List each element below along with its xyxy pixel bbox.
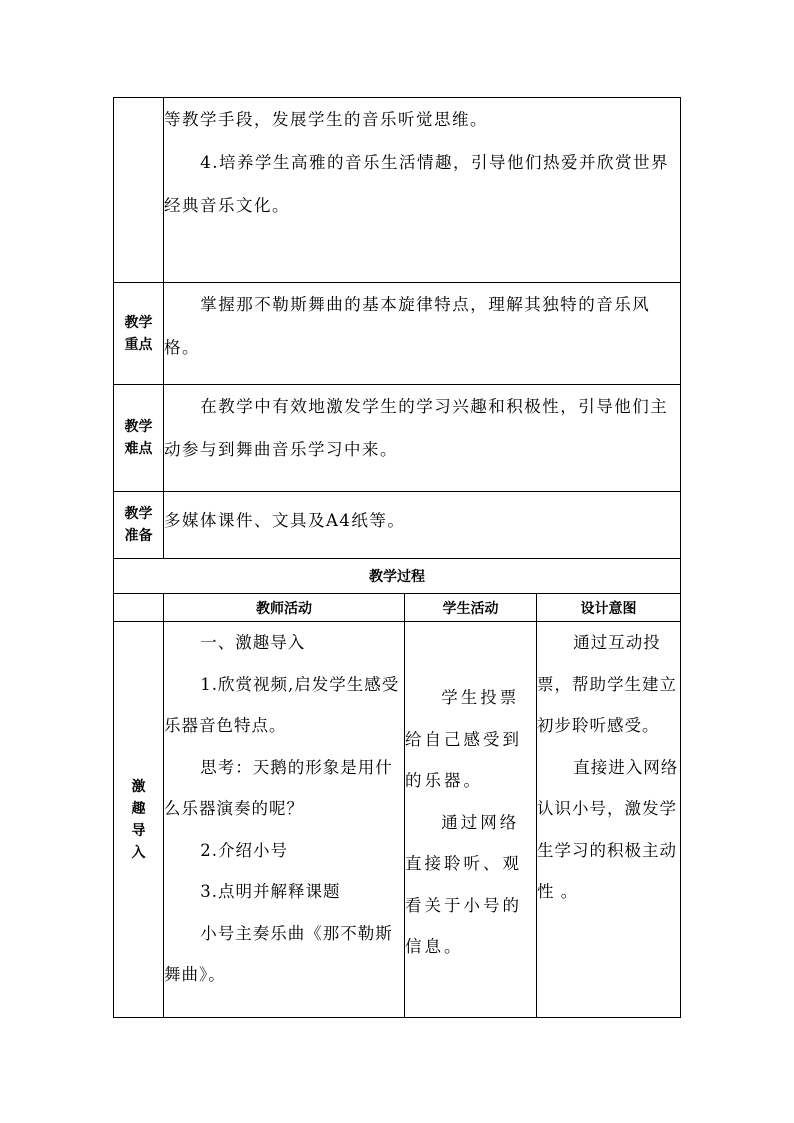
student-activity-header: 学生活动 <box>405 594 537 622</box>
preparation-content <box>164 492 681 559</box>
objectives-row <box>114 98 681 283</box>
teacher-step-1: 一、激趣导入 <box>200 633 306 652</box>
lesson-plan-table <box>113 97 681 1018</box>
difficulties-label-cell <box>114 385 164 492</box>
student-step-1: 学生投票给自己感受到的乐器。 <box>405 688 522 790</box>
teacher-step-2: 1.欣赏视频,启发学生感受乐器音色特点。 <box>164 674 400 735</box>
student-step-2: 通过网络直接聆听、观看关于小号的信息。 <box>405 812 522 956</box>
design-step-2: 直接进入网络认识小号，激发学生学习的积极主动性 。 <box>537 757 679 901</box>
difficulties-row <box>114 385 681 492</box>
teacher-step-5: 3.点明并解释课题 <box>200 882 341 901</box>
lesson-plan-page <box>113 97 680 1018</box>
preparation-text: 多媒体课件、文具及A4纸等。 <box>164 511 406 530</box>
teacher-step-3: 思考：天鹅的形象是用什么乐器演奏的呢？ <box>164 757 393 818</box>
difficulties-content <box>164 385 681 492</box>
objectives-line-2: 4.培养学生高雅的音乐生活情趣，引导他们热爱并欣赏世界经典音乐文化。 <box>164 153 670 215</box>
objectives-label-cell <box>114 98 164 283</box>
key-points-content <box>164 283 681 385</box>
key-points-text: 掌握那不勒斯舞曲的基本旋律特点，理解其独特的音乐风格。 <box>164 295 651 357</box>
process-title-row <box>114 559 681 594</box>
teacher-step-4: 2.介绍小号 <box>200 840 289 860</box>
student-activity-cell <box>405 622 537 1018</box>
section-row <box>114 622 681 1018</box>
key-points-label: 教学重点 <box>124 314 153 353</box>
key-points-row <box>114 283 681 385</box>
preparation-row <box>114 492 681 559</box>
process-header-empty <box>114 594 164 622</box>
difficulties-label: 教学难点 <box>124 419 153 457</box>
preparation-label-cell <box>114 492 164 559</box>
teacher-step-6: 小号主奏乐曲《那不勒斯舞曲》。 <box>164 923 393 984</box>
objectives-content <box>164 98 681 283</box>
key-points-label-cell <box>114 283 164 385</box>
design-step-1: 通过互动投票，帮助学生建立初步聆听感受。 <box>537 633 677 735</box>
teacher-activity-cell <box>164 622 405 1018</box>
design-intent-cell <box>537 622 681 1018</box>
objectives-line-1: 等教学手段，发展学生的音乐听觉思维。 <box>164 110 488 129</box>
preparation-label: 教学准备 <box>124 506 153 544</box>
process-title: 教学过程 <box>114 559 681 594</box>
difficulties-text: 在教学中有效地激发学生的学习兴趣和积极性，引导他们主动参与到舞曲音乐学习中来。 <box>164 397 669 459</box>
section-label-cell <box>114 622 164 1018</box>
section-label: 激趣导入 <box>131 778 146 861</box>
design-intent-header: 设计意图 <box>537 594 681 622</box>
process-header-row <box>114 594 681 622</box>
teacher-activity-header: 教师活动 <box>164 594 405 622</box>
